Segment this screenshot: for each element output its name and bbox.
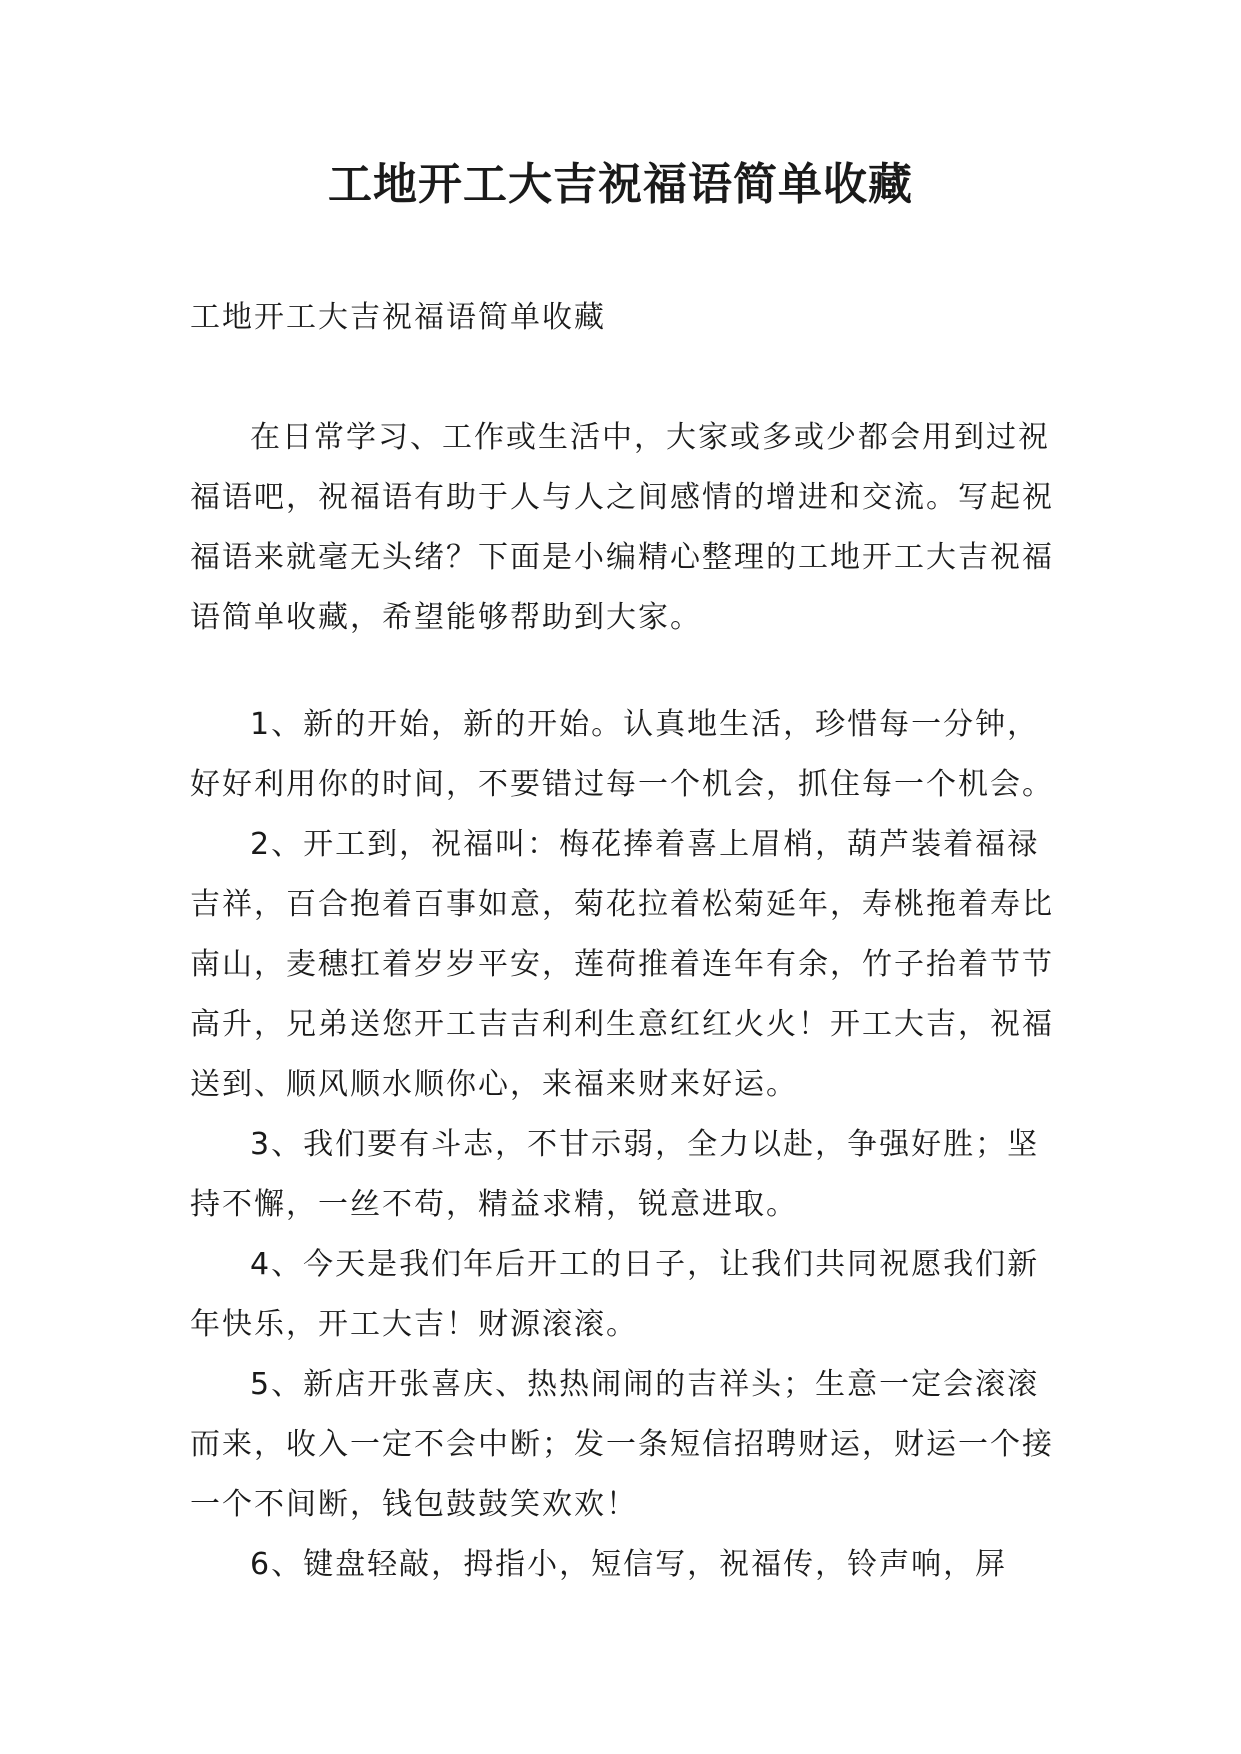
wishes-list — [190, 695, 1070, 1595]
subtitle-text: 工地开工大吉祝福语简单收藏 — [190, 300, 606, 335]
wish-item-4: 4、今天是我们年后开工的日子，让我们共同祝愿我们新年快乐，开工大吉！财源滚滚。 — [190, 1247, 1040, 1342]
wish-item-3: 3、我们要有斗志，不甘示弱，全力以赴，争强好胜；坚持不懈，一丝不苟，精益求精，锐意进取。 — [190, 1127, 1040, 1222]
wish-item-2: 2、开工到，祝福叫：梅花捧着喜上眉梢，葫芦装着福禄吉祥，百合抱着百事如意，菊花拉着松菊延年，寿桃拖着寿比南山，麦穗扛着岁岁平安，莲荷推着连年有余，竹子抬着节节高升，兄弟送您开工吉吉利利生意红红火火！开工大吉，祝福送到、顺风顺水顺你心，来福来财来好运。 — [190, 827, 1054, 1102]
document-subtitle — [190, 288, 1070, 348]
intro-paragraph: 在日常学习、工作或生活中，大家或多或少都会用到过祝福语吧，祝福语有助于人与人之间感情的增进和交流。写起祝福语来就毫无头绪？下面是小编精心整理的工地开工大吉祝福语简单收藏，希望能够帮助到大家。 — [190, 420, 1054, 635]
intro-section — [190, 408, 1070, 648]
document-title: 工地开工大吉祝福语简单收藏 — [328, 159, 913, 210]
wish-item-6: 6、键盘轻敲，拇指小，短信写，祝福传，铃声响，屏 — [250, 1547, 1008, 1582]
wish-item-5: 5、新店开张喜庆、热热闹闹的吉祥头；生意一定会滚滚而来，收入一定不会中断；发一条短信招聘财运，财运一个接一个不间断，钱包鼓鼓笑欢欢！ — [190, 1367, 1054, 1522]
wish-item-1: 1、新的开始，新的开始。认真地生活，珍惜每一分钟，好好利用你的时间，不要错过每一个机会，抓住每一个机会。 — [190, 707, 1054, 802]
